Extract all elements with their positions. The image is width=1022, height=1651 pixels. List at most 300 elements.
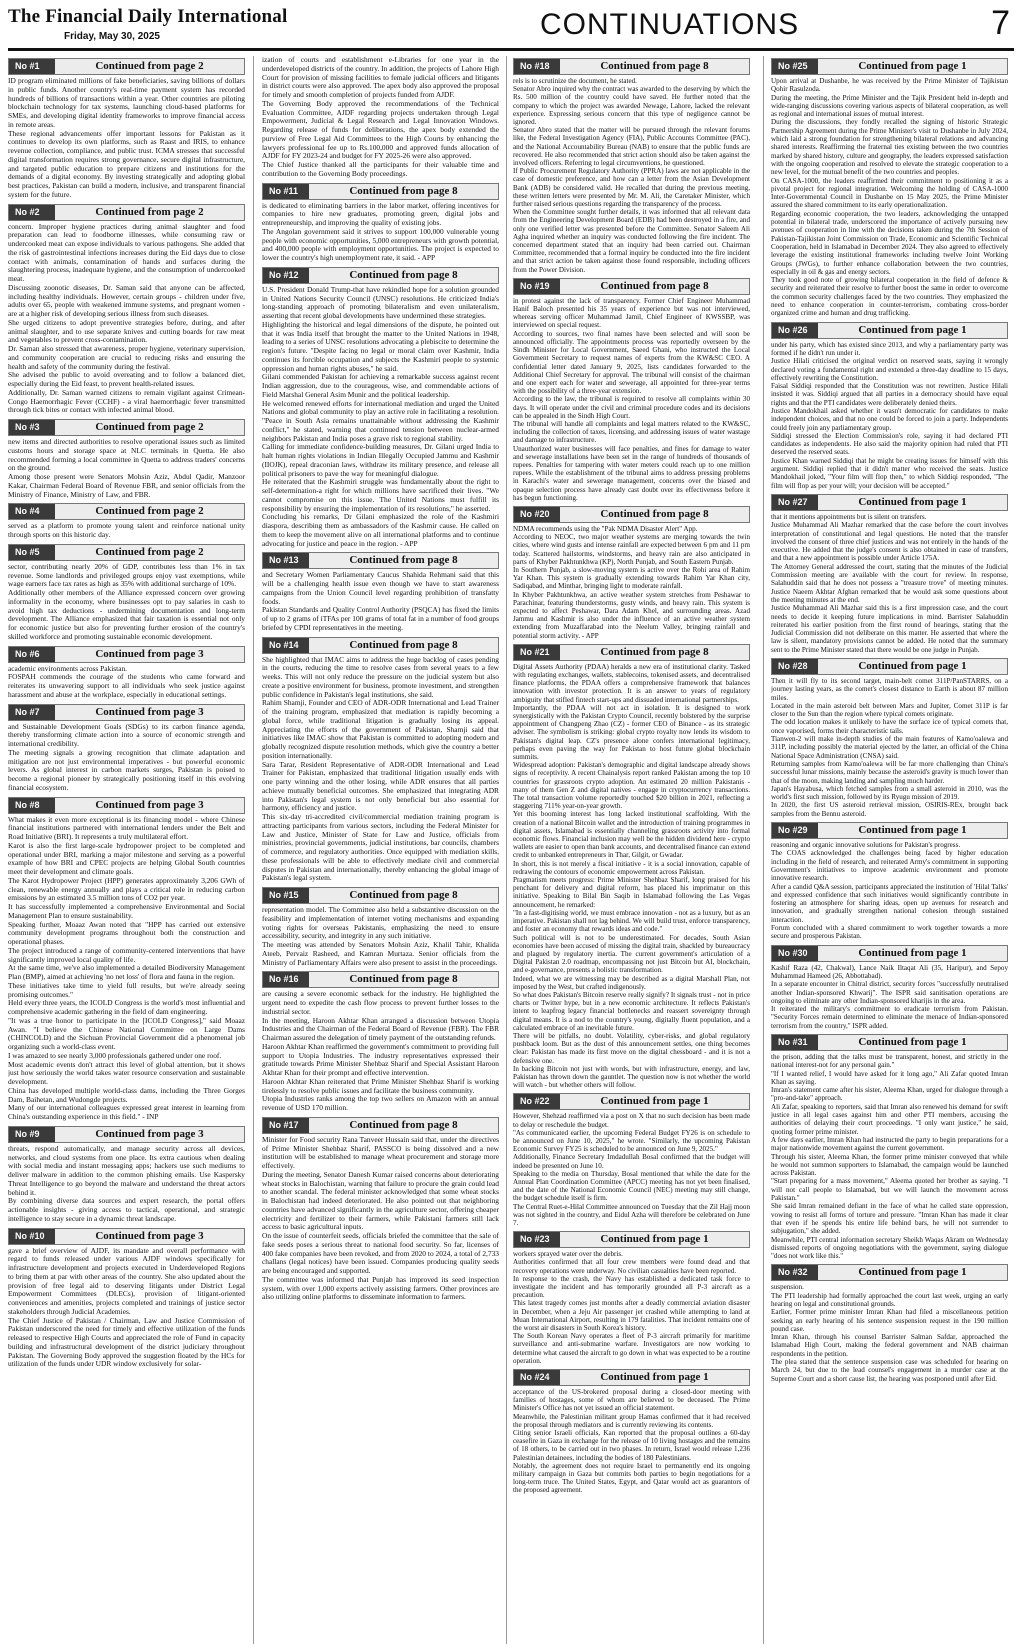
paragraph: A few days earlier, Imran Khan had instructed the party to begin preparations for a major nationwide movement against the current government. [771, 1135, 1008, 1153]
story-body [262, 906, 499, 967]
paragraph: Held every three years, the ICOLD Congress is the world's most influential and comprehensive academic gathering in the field of dam engineering. [8, 998, 245, 1016]
paragraph: Gilani commended Pakistan for achieving a remarkable success against recent Indian aggression, due to the courageous, wise, and commendable actions of Field Marshal General Asim Munir and the political leadership. [262, 372, 499, 399]
story-number: No #1 [9, 59, 55, 74]
continued-label: Continued from page 8 [600, 279, 709, 292]
story-number: No #16 [263, 972, 309, 987]
paragraph: Pragmatism meets progress: Prime Minister Shehbaz Sharif, long praised for his penchant for delivery and digital reform, has placed his imprimatur on this initiative. Speaking to Bilal Bin Saqib in Islamabad following the Las Vegas announcement, he remarked: [513, 876, 750, 909]
story-body [771, 341, 1008, 490]
paragraph: On CASA-1000, the leaders reaffirmed their commitment to positioning it as a pivotal project for regional integration. Welcoming the holding of CASA-1000 Inter-Governmental Council in Dushanbe on 15 May 2025, the Prime Minister assured the shared commitment to its early operationalization. [771, 176, 1008, 210]
story-kicker [262, 971, 499, 988]
story-number: No #27 [772, 495, 818, 510]
story-number: No #8 [9, 798, 55, 813]
paragraph: She said Imran remained defiant in the face of what he called state oppression, vowing to resist all forms of torture and pressure. "Imran Khan has made it clear that even if he spends his entire life behind bars, he will not surrender to subjugation," she added. [771, 1202, 1008, 1236]
paragraph: The PTI leadership had formally approached the court last week, urging an early hearing on legal and constitutional grounds. [771, 1291, 1008, 1308]
story [771, 945, 1008, 1030]
paragraph: U.S. President Donald Trump-that have rekindled hope for a solution grounded in United Nations Security Council (UNSC) resolutions. He criticized India's long-standing approach of promoting bilateralism and even unilateralism, asserting that recent global developments have undermined these strategies. [262, 284, 499, 320]
story-kicker [771, 58, 1008, 75]
story-kicker [262, 552, 499, 569]
paragraph: Justice Mandokhail asked whether it wasn't democratic for candidates to make independent choices, and that no one could be forced to join a party. Independents could freely join any parliamentary group. [771, 406, 1008, 432]
story-body [8, 1247, 245, 1370]
paragraph: Additionally other members of the Alliance expressed concern over growing informality in the economy, where businesses opt to pay salaries in cash to avoid high tax deductions - undermining documentation and long-term development. The Alliance emphasized that fair taxation is essential not only for economic justice but also for preventing further erosion of the country's skilled workforce and promoting sustainable economic development. [8, 588, 245, 641]
story-kicker [771, 494, 1008, 511]
continued-label: Continued from page 1 [858, 824, 967, 837]
paragraph: under his party, which has existed since 2013, and why a parliamentary party was formed if he didn't run under it. [771, 340, 1008, 357]
story-number: No #12 [263, 268, 309, 283]
paragraph: After a candid Q&A session, participants appreciated the institution of 'Hilal Talks' and expressed confidence that such initiatives would significantly contribute in fostering an atmosphere for sharing ideas, open up avenues for research and innovation, and gradually strengthen national cohesion through sustained interaction. [771, 882, 1008, 924]
story [771, 1034, 1008, 1260]
story [771, 658, 1008, 818]
story [8, 704, 245, 793]
paragraph: Widespread adoption: Pakistan's demographic and digital landscape already shows signs of receptivity. A recent Chainalysis report ranked Pakistan among the top 10 countries for grassroots crypto adoption. An estimated 20 million Pakistanis - many of them Gen Z and digital natives - engage in cryptocurrency transactions. The total transaction volume reportedly touched $20 billion in 2021, reflecting a staggering 711% year-on-year growth. [513, 761, 750, 811]
paragraph: Calling for immediate confidence-building measures, Dr. Gilani urged India to halt human rights violations in Indian Illegally Occupied Jammu and Kashmir (IIOJK), repeal draconian laws, withdraw its military presence, and release all political prisoners to pave the way for meaningful dialogue. [262, 442, 499, 478]
story [8, 797, 245, 1122]
paragraph: Ali Zafar, speaking to reporters, said that Imran also renewed his demand for swift justice in all legal cases against him and other PTI members, accusing the authorities of delaying their court proceedings. "I only want justice," he said, quoting former prime minister. [771, 1102, 1008, 1136]
story-kicker [8, 797, 245, 814]
story-kicker [771, 822, 1008, 839]
story [513, 278, 750, 502]
paragraph: The Attorney General addressed the court, stating that the minutes of the Judicial Commission meeting are available with the court for review. In response, Salahuddin said that he does not possess a "treasure trove" of meeting minutes. Justice Naeem Akhtar Afghan remarked that he would ask some questions about the meeting minutes at the end. [771, 562, 1008, 604]
story-body [771, 677, 1008, 818]
paragraph: Tianwen-2 will make in-depth studies of the main features of Kamo'oalewa and 311P, including possibly the material ejected by the latter, an official of the China National Space Administration (CNSA) said. [771, 735, 1008, 760]
paragraph: Digital Assets Authority (PDAA) heralds a new era of institutional clarity. Tasked with regulating exchanges, wallets, stablecoins, tokenised assets, and decentralised finance platforms, the PDAA offers a comprehensive framework that balances innovation with investor protection. It is an answer to years of regulatory ambiguity that stifled fintech start-ups and dissuaded international partnerships. [513, 662, 750, 704]
story-kicker [771, 945, 1008, 962]
column-divider [763, 56, 764, 1644]
paragraph: Kashif Raza (42, Chakwal), Lance Naik Iltaqat Ali (35, Haripur), and Sepoy Muhammad Hameed (26, Abbottabad). [771, 963, 1008, 980]
paragraph: In a separate encounter in Chitral district, security forces "successfully neutralised another Indian-sponsored Khwarij". The ISPR said sanitisation operations are ongoing to eliminate any other Indian-sponsored kharijis in the area. [771, 980, 1008, 1005]
story-body [513, 297, 750, 502]
continued-label: Continued from page 2 [95, 60, 204, 72]
story-body [8, 77, 245, 200]
masthead [8, 4, 1014, 51]
paragraph: She advised the public to avoid overeating and to follow a balanced diet, especially during the Eid feast, to prevent health-related issues. [8, 370, 245, 388]
story-body [8, 1145, 245, 1224]
paragraph: When the Committee sought further details, it was informed that all relevant data from the Engineering Development Board (EDB) had been destroyed in a fire, and only one verified letter was presented before the Committee. Senator Saleem Ali Agha inquired whether an inquiry was conducted following the fire incident. The concerned department stated that an inquiry had been carried out. Chairman Committee, recommended that a formal inquiry be conducted into the fire incident and that strict action be taken against those found responsible, including officers from the Power Division. [513, 208, 750, 274]
continued-label: Continued from page 8 [349, 184, 458, 197]
paragraph: "In a fast-digitising world, we must embrace innovation - not as a luxury, but as an imperative. Pakistan shall not lag behind. We will build trust, enforce transparency, and foster an economy that rewards ideas and code." [513, 908, 750, 934]
story-kicker [262, 1117, 499, 1134]
paragraph: Imran Khan, through his counsel Barrister Salman Safdar, approached the Islamabad High Court, making the federal government and NAB chairman respondents in the petition. [771, 1333, 1008, 1358]
paragraph: Speaking further, Moaaz Awan noted that "HPP has carried out extensive community development programs throughout both the construction and operational phases. [8, 919, 245, 946]
story-number: No #22 [514, 1094, 560, 1109]
story-number: No #10 [9, 1229, 55, 1244]
paragraph: If Public Procurement Regulatory Authority (PPRA) laws are not applicable in the case of domestic preference, and how can a letter from the Asian Development Bank (ADB) be considered valid. He recalled that during the previous meeting, these written letters were presented by Mr. M. Ali, the Caretaker Minister, which further raised serious questions regarding the transparency of the process. [513, 167, 750, 209]
paragraph: Japan's Hayabusa, which fetched samples from a small asteroid in 2010, was the world's first such mission, followed by its Ryugu mission of 2019. [771, 784, 1008, 802]
paragraph: The plea stated that the sentence suspension case was scheduled for hearing on March 24, but due to the lead counsel's engagement in a murder case at the Supreme Court and a short cause list, the hearing was postponed until after Eid. [771, 1358, 1008, 1383]
paragraph: Dr. Saman also stressed that awareness, proper hygiene, veterinary supervision, and community cooperation are crucial to reducing risks and ensuring the health and safety of the community during the festival. [8, 344, 245, 371]
paragraph: However, Shehzad reaffirmed via a post on X that no such decision has been made to delay or reschedule the budget. [513, 1112, 750, 1129]
paragraph: Senator Abro inquired why the contract was awarded to the deserving by which the Rs. 500 million of the country could have saved. He further noted that the company to which the project was awarded Newage, Lahore, lacked the relevant experience. Expressing serious concern that this type of negligence cannot be ignored. [513, 85, 750, 127]
story-number: No #31 [772, 1035, 818, 1050]
story-body [513, 1388, 750, 1495]
story-number: No #4 [9, 504, 55, 519]
story-number: No #21 [514, 645, 560, 660]
page-number: 7 [991, 4, 1010, 42]
story-kicker [8, 419, 245, 436]
paragraph: Importantly, the PDAA will not act in isolation. It is designed to work synergistically with the Pakistan Crypto Council, recently bolstered by the surprise appointment of Changpeng Zhao (CZ) - former CEO of Binance - as its strategic adviser. The symbolism is striking: global crypto royalty now lends its wisdom to Pakistan's digital leap. CZ's presence alone confers international legitimacy, perhaps even paving the way for Pakistan to host future global blockchain summits. [513, 703, 750, 762]
paragraph: Additionally, Finance Secretary Imdadullah Bosal confirmed that the budget will indeed be presented on June 10. [513, 1153, 750, 1170]
paragraph: Yet this booming interest has long lacked institutional scaffolding. With the creation of a national Bitcoin wallet and the introduction of training programmes in digital assets, Islamabad is essentially channeling grassroots activity into formal economic flows. Financial inclusion may well be the hidden dividend here - crypto wallets are easier to open than bank accounts, and decentralised finance can extend credit to unbanked entrepreneurs in Thar, Gilgit, or Gwadar. [513, 810, 750, 860]
paragraph: In the meeting, Haroon Akhtar Khan arranged a discussion between Utopia Industries and the Chairman of the Federal Board of Revenue (FBR). The FBR Chairman assured the delegation of timely payment of the outstanding refunds. [262, 1015, 499, 1042]
paragraph: Returning samples from Kamo'oalewa will be far more challenging than China's successful lunar missions, mainly because the asteroid's gravity is much lower than that of the moon, making landing and sampling much harder. [771, 759, 1008, 785]
story [8, 503, 245, 540]
paragraph: workers sprayed water over the debris. [513, 1250, 623, 1259]
story-body [513, 525, 750, 640]
paragraph: Justice Hilali criticised the original verdict on reserved seats, saying it wrongly declared voting a fundamental right and extended a three-day deadline to 15 days, effectively rewriting the Constitution. [771, 357, 1008, 382]
paragraph: Meanwhile, the Palestinian militant group Hamas confirmed that it had received the proposal through mediators and is currently reviewing its contents. [513, 1412, 750, 1429]
paragraph: During the meeting, Senator Danesh Kumar raised concerns about deteriorating wheat stocks in Balochistan, warning that failure to procure the grain could lead to another scandal. The federal minister acknowledged that some wheat stocks in Balochistan had indeed deteriorated. He also pointed out that neighboring countries have advanced significantly in the agriculture sector, offering cheaper electricity and fertilizer to their farmers, while Pakistani farmers still lack access to basic agricultural inputs. [262, 1169, 499, 1232]
continued-label: Continued from page 1 [858, 323, 967, 336]
story-number: No #17 [263, 1118, 309, 1133]
paragraph: In backing Bitcoin not just with words, but with infrastructure, energy, and law, Pakistan has thrown down the gauntlet. The question now is not whether the world will watch - but whether others will follow. [513, 1064, 750, 1090]
paragraph: in protest against the lack of transparency. Former Chief Engineer Muhammad Hanif Baloch presented his 35 years of experience but was not interviewed, whereas serving officer Muhammad Jamil, Chief Engineer of KWSSBP, was interviewed on special request. [513, 296, 750, 330]
story-number: No #29 [772, 823, 818, 838]
paragraph: Authorities confirmed that all four crew members were found dead and that recovery operations were underway. No civilian casualties have been reported. [513, 1258, 750, 1275]
continued-label: Continued from page 3 [95, 1127, 204, 1140]
story [513, 644, 750, 1090]
continued-label: Continued from page 8 [349, 638, 458, 651]
continued-label: Continued from page 1 [858, 495, 967, 508]
continued-label: Continued from page 1 [600, 1233, 709, 1246]
paragraph: The odd location makes it unlikely to have the surface ice of typical comets that, once vaporised, forms their characteristic tails. [771, 718, 1008, 735]
paragraph: Most academic events don't attract this level of global attention, but it shows just how seriously the world takes water resource conservation and sustainable development. [8, 1059, 245, 1086]
story-body [513, 663, 750, 1090]
paragraph: This latest tragedy comes just months after a deadly commercial aviation disaster in December, when a Jeju Air passenger jet crashed while attempting to land at Muan International Airport, resulting in 179 fatalities. That incident remains one of the worst air disasters in South Korea's history. [513, 1299, 750, 1333]
continued-label: Continued from page 1 [600, 1095, 709, 1108]
story-number: No #7 [9, 705, 55, 720]
paragraph: The Karot Hydropower Project (HPP) generates approximately 3,206 GWh of clean, renewable energy annually and plays a critical role in reducing carbon emissions by an estimated 3.5 million tons of CO2 per year. [8, 875, 245, 903]
paragraph: These regional advancements offer important lessons for Pakistan as it continues to develop its own platforms, such as Raast and IRIS, to enhance revenue collection, compliance, and public trust. ICMA stresses that successful digital transformation requires strong governance, secure digital infrastructure, and targeted public education to prepare citizens and institutions for the demands of a digital economy. By investing strategically and adopting global best practices, Pakistan can build a modern, inclusive, and transparent financial system for the future. [8, 128, 245, 199]
paragraph: and Sustainable Development Goals (SDGs) to its carbon finance agenda, thereby transforming climate action into a source of economic strength and international credibility. [8, 721, 245, 748]
paragraph: ID program eliminated millions of fake beneficiaries, saving billions of dollars in public funds. Another country's real-time payment system has recorded hundreds of billions of transactions within a year. Other countries are piloting blockchain technology for tax systems, launching cloud-based platforms for SMEs, and developing digital identity frameworks to improve financial access in remote areas. [8, 76, 245, 129]
continued-label: Continued from page 1 [858, 1266, 967, 1279]
story-kicker [262, 637, 499, 654]
paragraph: Many of our international colleagues expressed great interest in learning from China's outstanding experience in this field." - INP [8, 1103, 245, 1121]
paragraph: The Angolan government said it strives to support 100,000 vulnerable young people with economic opportunities, 5,000 entrepreneurs with growth potential, and 400,000 people with employment opportunities. The project is expected to lower the country's high unemployment rate, it said. - APP [262, 226, 499, 262]
continued-label: Continued from page 8 [349, 554, 458, 567]
issue-date: Friday, May 30, 2025 [64, 31, 160, 42]
continued-label: Continued from page 1 [858, 1035, 967, 1048]
paragraph: Haroon Akhtar Khan reaffirmed the government's commitment to providing full support to Utopia Industries. The industry representatives expressed their gratitude towards Prime Minister Shehbaz Sharif and Special Assistant Haroon Akhtar Khan for their prompt and effective intervention. [262, 1041, 499, 1077]
story-kicker [771, 658, 1008, 675]
paragraph: Unauthorized water businesses will face penalties, and fines for damage to water and sewerage installations have been set in the range of hundreds of thousands of rupees. Penalties for tampering with water meters could reach up to one million rupees. While the establishment of the tribunal aims to address pressing problems in Karachi's water and sewerage management, concerns over the biased and opaque selection process have already cast doubt over its effectiveness before it has begun functioning. [513, 444, 750, 502]
paragraph: gave a brief overview of AJDF, its mandate and overall performance with regard to funds released under various AJDF windows specifically for infrastructure development and projects executed in Underdeveloped Regions to bring them at par with other areas of the country. She also updated about the provision of free legal aid to deserving litigants under District Legal Empowerment Committees (DLECs), provision of litigant-oriented conveniences and amenities, projects completed and trainings of justice sector stakeholders through Judicial Academies. [8, 1245, 245, 1316]
continued-label: Continued from page 8 [349, 268, 458, 281]
story-body [262, 286, 499, 549]
story-number: No #2 [9, 205, 55, 220]
continued-label: Continued from page 3 [95, 647, 204, 660]
paragraph: Through his sister, Aleema Khan, the former prime minister conveyed that while he would not summon supporters to Islamabad, the campaign would be launched across Pakistan. [771, 1152, 1008, 1178]
story-body [8, 723, 245, 793]
continued-label: Continued from page 2 [95, 421, 204, 433]
paragraph: In short, this is not merely a fiscal initiative - it is a social innovation, capable of redrawing the contours of economic empowerment across Pakistan. [513, 859, 750, 876]
paragraph: In Southern Punjab, a slow-moving system is active over the Rohi area of Rahim Yar Khan. This system is gradually extending towards Rahim Yar Khan city, Sadiqabad, and Minthar, bringing light to moderate rainfall. [513, 565, 750, 591]
continued-label: Continued from page 3 [95, 798, 204, 811]
paragraph: Justice Muhammad Ali Mazhar remarked that the case before the court involves interpretation of constitutional and legal questions. He noted that the transfer involved the consent of three chief justices and was not entirely in the hands of the executive. He added that the judge's consent is also obtained in case of transfers, and that a new appointment is possible under Article 175A. [771, 521, 1008, 563]
story-number: No #25 [772, 59, 818, 74]
story-body [771, 1053, 1008, 1260]
paragraph: Highlighting the historical and legal dimensions of the dispute, he pointed out that it was India itself that brought the matter to the United Nations in 1948, leading to a series of UNSC resolutions advocating a plebiscite to determine the region's future. "Despite facing no legal or moral claim over Kashmir, India continues its forcible occupation and subjects the Kashmiri people to systemic oppression and human rights abuses," he said. [262, 319, 499, 373]
continued-label: Continued from page 8 [600, 60, 709, 72]
continued-label: Continued from page 2 [95, 545, 204, 558]
story-body [8, 816, 245, 1122]
paragraph: There will be pitfalls, no doubt. Volatility, cyber-risks, and global regulatory pushback loom. But as the dust of this announcement settles, one thing becomes clear: Pakistan has made its first move on the digital chessboard - and it is not a defensive one. [513, 1031, 750, 1065]
story-kicker [513, 1231, 750, 1248]
paragraph: He reiterated that the Kashmiri struggle was fundamentally about the right to self-determination-a right for which millions have sacrificed their lives. "We cannot compromise on this issue. The United Nations must fulfill its responsibility by ensuring the implementation of its resolutions," he asserted. [262, 477, 499, 513]
story-body [771, 77, 1008, 318]
story-number: No #6 [9, 647, 55, 662]
story-number: No #26 [772, 323, 818, 338]
story [513, 1231, 750, 1365]
column-divider [253, 56, 254, 1644]
story-number: No #30 [772, 946, 818, 961]
story-body [8, 223, 245, 416]
paragraph: and Secretary Women Parliamentary Caucus Shahida Rehmani said that this will be a challenging health issue even though we have to start awareness campaigns from the Union Council level regarding prohibition of transfatty foods. [262, 570, 499, 606]
story [8, 58, 245, 200]
story-number: No #13 [263, 553, 309, 568]
story-kicker [771, 1034, 1008, 1051]
story [513, 58, 750, 274]
paragraph: representation model. The Committee also held a substantive discussion on the feasibility and implementation of internet voting mechanisms and expanding voting rights for overseas Pakistanis, emphasizing the need to ensure accessibility, security, and integrity in any such initiative. [262, 905, 499, 941]
story-body [771, 1283, 1008, 1383]
continued-label: Continued from page 8 [349, 973, 458, 986]
paragraph: He welcomed renewed efforts for international mediation and urged the United Nations and global community to play an active role in facilitating a resolution. "Peace in South Asia remains unattainable without addressing the Kashmir conflict," he stated, warning that continued tension between nuclear-armed neighbors Pakistan and India poses a grave risk to regional stability. [262, 398, 499, 443]
paragraph: ization of courts and establishment e-Libraries for one year in the underdeveloped districts of the country. In addition, the projects of Lahore High Court for provision of missing facilities to female judicial officers and litigants in district courts were also approved. The apex body also approved the proposal for timely and smooth completion of projects funded from AJDF. [262, 56, 499, 99]
paragraph: Senator Abro stated that the matter will be pursued through the relevant forums like, the Federal Investigation Agency (FIA), Public Accounts Committee (PAC), and the National Accountability Bureau (NAB) to ensure that the public funds are recovered. He also recommended that strict action should also be taken against the involved officers. Referring to legal circumventions, he questioned. [513, 126, 750, 168]
paragraph: Citing senior Israeli officials, Kan reported that the proposal outlines a 60-day ceasefire in Gaza in exchange for the release of 10 living hostages and the remains of 18 others, to be carried out in two phases. In return, Israel would release 1,236 Palestinian detainees, including the bodies of 180 Palestinians. [513, 1429, 750, 1462]
paragraph: The Chief Justice of Pakistan / Chairman, Law and Justice Commission of Pakistan underscored the need for timely and effective utilization of the funds released to respective High Courts and appreciated the role of Fund in capacity building and infrastructural development of the district judiciary throughout Pakistan. The Governing Body approved the suggestion floated by the HCs for utilization of the funds under UDR window exclusively for solar- [8, 1315, 245, 1369]
story-kicker [8, 544, 245, 561]
continued-label: Continued from page 8 [600, 645, 709, 658]
story [262, 887, 499, 967]
paragraph: By combining diverse data sources and expert research, the portal offers actionable insights - giving access to tactical, operational, and strategic intelligence to stay secure in a dynamic threat landscape. [8, 1196, 245, 1223]
paragraph: It has successfully implemented a comprehensive Environmental and Social Management Plan to ensure sustainability. [8, 902, 245, 920]
paragraph: Pakistan Standards and Quality Control Authority (PSQCA) has fixed the limits of up to 2 grams of iTFAs per 100 grams of total fat in a number of food groups briefed by CPDI representatives in the meeting. [262, 605, 499, 632]
story-number: No #14 [263, 638, 309, 653]
paragraph: Meanwhile, PTI central information secretary Sheikh Waqas Akram on Wednesday dismissed reports of ongoing negotiations with the government, saying dialogue "does not work like this." [771, 1235, 1008, 1261]
paragraph: The South Korean Navy operates a fleet of P-3 aircraft primarily for maritime surveillance and anti-submarine warfare. Investigators are now working to determine what caused the aircraft to go down in what was expected to be a routine operation. [513, 1332, 750, 1365]
story-body [771, 964, 1008, 1030]
paragraph: Minister for Food security Rana Tanveer Hussain said that, under the directives of Prime Minister Shehbaz Sharif, PASSCO is being dissolved and a new institution will be established to manage wheat procurement and storage more effectively. [262, 1134, 499, 1170]
story-number: No #23 [514, 1232, 560, 1247]
story [262, 552, 499, 632]
section-title: CONTINUATIONS [540, 8, 800, 41]
story [8, 1228, 245, 1370]
paragraph: China has developed multiple world-class dams, including the Three Gorges Dam, Baihetan, and Wudongde projects. [8, 1085, 245, 1104]
paragraph: The COAS acknowledged the challenges being faced by higher education including in the field of research, and reiterated Army's commitment in supporting Government's initiatives to improve academic environment and promote innovative research. [771, 849, 1008, 883]
story-kicker [262, 267, 499, 284]
continued-label: Continued from page 1 [858, 60, 967, 72]
story-number: No #32 [772, 1265, 818, 1280]
paragraph: academic environments across Pakistan. [8, 663, 128, 673]
paragraph: Notably, the agreement does not require Israel to permanently end its ongoing military campaign in Gaza but commits both parties to begin negotiations for a long-term truce. The United States, Egypt, and Qatar would act as guarantors of the proposed agreement. [513, 1461, 750, 1495]
story-body [262, 56, 499, 179]
paragraph: Additionally, Dr. Saman warned citizens to remain vigilant against Crimean-Congo Haemorrhagic Fever (CCHF) - a viral haemorrhagic fever transmitted through tick bites or contact with infected animal blood. [8, 387, 245, 415]
paragraph: The meeting was attended by Senators Mohsin Aziz, Khalil Tahir, Khalida Ateeb, Pervaiz Rasheed, and Kamran Murtaza. Senior officials from the Ministry of Parliamentary Affairs were also present to assist in the proceedings. [262, 940, 499, 967]
column-3 [513, 56, 750, 1646]
paragraph: The Central Ruet-e-Hilal Committee announced on Tuesday that the Zil Hajj moon was not sighted in the country, and Eidul Azha will therefore be celebrated on June 7. [513, 1202, 750, 1227]
paragraph: Speaking to the media on Thursday, Bosal mentioned that while the date for the Annual Plan Coordination Committee (APCC) meeting has not yet been finalised, and the date of the National Economic Council (NEC) meeting may still change, the budget schedule itself is firm. [513, 1169, 750, 1203]
story-number: No #11 [263, 184, 309, 199]
paragraph: Such political will is not to be underestimated. For decades, South Asian economies have been accused of missing the digital train, shackled by bureaucracy and plagued by regulatory inertia. The current government's articulation of a Digital Pakistan 2.0 roadmap, encompassing not just Bitcoin but AI, blockchain, and e-governance, presents a holistic transformation. [513, 933, 750, 975]
story-body [513, 1112, 750, 1227]
paragraph: Regarding economic cooperation, the two leaders, acknowledging the untapped potential in bilateral trade, underscored the importance of actively pursuing new avenues of cooperation in line with the decisions taken during the 7th Session of Pakistan-Tajikistan Joint Commission on Trade, Economic and Scientific Technical Cooperation, held in Islamabad in December 2024. They also agreed to effectively leverage the existing institutional frameworks including twelve Joint Working Groups (JWGs), to further enhance collaboration between the two countries, especially in oil & gas and energy sectors. [771, 209, 1008, 276]
story-body [771, 841, 1008, 941]
paragraph: Upon arrival at Dushanbe, he was received by the Prime Minister of Tajikistan Qohir Rasulzoda. [771, 77, 1008, 94]
paragraph: rels is to scrutinize the document, he stated. [513, 77, 637, 85]
paragraph: new items and directed authorities to resolve operational issues such as limited customs hours and storage space at NLC terminals in Quetta. He also recommended forming a local committee in Quetta to address traders' concerns on the ground. [8, 437, 245, 473]
story-body [262, 990, 499, 1113]
column-divider [506, 56, 507, 1644]
paragraph: Among those present were Senators Mohsin Aziz, Abdul Qadir, Manzoor Kakar, Chairman Federal Board of Revenue FBR, and senior officials from the Ministry of Finance, Ministry of Law, and FBR. [8, 472, 245, 499]
story [771, 494, 1008, 654]
paragraph: Siddiqi stressed the Election Commission's role, saying it had declared PTI candidates as independents. He also said the majority opinion had ruled that PTI deserved the reserved seats. [771, 431, 1008, 457]
story-number: No #18 [514, 59, 560, 74]
story-number: No #15 [263, 888, 309, 903]
paragraph: Karot is also the first large-scale hydropower project to be completed and operational under BRI, marking a major milestone and serving as a powerful example of how BRI and CPEC projects are helping Global South countries meet their development and climate goals. [8, 840, 245, 876]
story-kicker [513, 1369, 750, 1386]
story-number: No #28 [772, 659, 818, 674]
paragraph: Discussing zoonotic diseases, Dr. Saman said that anyone can be affected, including healthy individuals. However, certain groups - children under five, adults over 65, people with weakened immune systems, and pregnant women - are at a higher risk of developing serious illness from such diseases. [8, 282, 245, 318]
paragraph: the prison, adding that the talks must be transparent, honest, and strictly in the national interest-not for any personal gain." [771, 1052, 1008, 1070]
paragraph: It reiterated the military's commitment to eradicate terrorism from Pakistan. "Security Forces remain determined to eliminate the menace of Indian-sponsored terrorism from the country," ISPR added. [771, 1005, 1008, 1030]
paragraph: FOSPAH commends the courage of the students who came forward and reiterates its unwavering support to all individuals who seek justice against harassment and abuse at the workplace, especially in educational settings. [8, 672, 245, 699]
story-kicker [513, 58, 750, 75]
story-number: No #5 [9, 545, 55, 560]
continued-label: Continued from page 2 [95, 505, 204, 518]
paragraph: The Governing Body approved the recommendations of the Technical Evaluation Committee, AJDF regarding projects undertaken through Legal Empowerment, Judicial & Legal Research and Legal Innovation Windows. Regarding release of funds for deliberations, the apex body extended the purview of Free Legal Aid Committees to the High Courts by enhancing the lawyers professional fee up to Rs.100,000 and approved funds allocation of AJDF for FY 2023-24 and budget for FY 2025-26 were also approved. [262, 98, 499, 161]
paragraph: suspension. [771, 1283, 804, 1292]
paragraph: Sara Tarar, Resident Representative of ADR-ODR International and Lead Trainer for Pakistan, emphasized that traditional litigation usually ends with one party winning and the other losing, while ADR ensures that all parties achieve mutually beneficial outcomes. She emphasized that integrating ADR into Pakistan's legal system is not only beneficial but also essential for harmony, efficiency and justice. [262, 759, 499, 813]
paragraph: The meeting signals a growing recognition that climate adaptation and mitigation are not just environmental imperatives - but powerful economic levers. As global interest in carbon markets surges, Pakistan is poised to become a regional pioneer by strategically positioning itself in this evolving financial ecosystem. [8, 747, 245, 792]
story [513, 1093, 750, 1227]
story-number: No #19 [514, 279, 560, 294]
paragraph: "If I wanted relief, I would have asked for it long ago," Ali Zafar quoted Imran Khan as saying. [771, 1069, 1008, 1086]
paragraph: "As communicated earlier, the upcoming Federal Budget FY26 is on schedule to be announced on June 10, 2025," he wrote. "Similarly, the upcoming Pakistan Economic Survey FY25 is scheduled to be announced on June 9, 2025." [513, 1128, 750, 1154]
story-kicker [8, 503, 245, 520]
paragraph: The project introduced a range of community-centered interventions that have significantly improved local quality of life. [8, 945, 245, 964]
story-kicker [513, 1093, 750, 1110]
story-body [8, 665, 245, 700]
story-kicker [8, 646, 245, 663]
continued-label: Continued from page 2 [95, 205, 204, 218]
paragraph: In response to the crash, the Navy has established a dedicated task force to investigate the incident and has temporarily grounded all P-3 aircraft as a precaution. [513, 1274, 750, 1300]
paragraph: is dedicated to eliminating barriers in the labor market, offering incentives for companies to hire new graduates, promoting green, digital jobs and entrepreneurship, and improving the quality of existing jobs. [262, 200, 499, 227]
story-kicker [8, 1126, 245, 1143]
paragraph: Indeed, what we are witnessing may be described as a digital Marshall Plan, not imposed by the West, but crafted indigenously. [513, 974, 750, 991]
story [771, 58, 1008, 318]
paragraph: This six-day tri-accredited civil/commercial mediation training program is attracting participants from various sectors, including the Federal Minister for Law and Justice, Minister of State for Law and Justice, officials from ministries, provincial governments, judicial institutions, bar councils, chambers of commerce, and regulatory authorities. Once equipped with mediation skills, these professionals will be able to effectively mediate civil and commercial disputes in Pakistan and internationally, thereby enhancing the global image of Pakistan's legal system. [262, 812, 499, 883]
story [513, 506, 750, 640]
story-body [513, 1250, 750, 1365]
story-number: No #20 [514, 507, 560, 522]
paragraph: "Start preparing for a mass movement," Aleema quoted her brother as saying. "I will not call people to Islamabad, but we will launch the movement across Pakistan." [771, 1177, 1008, 1203]
paragraph: "It was a true honor to participate in the [ICOLD Congress]," said Moaaz Awan. "I believe the Chinese National Committee on Large Dams (CHINCOLD) and the Sichuan Provincial Government did a phenomenal job organizing such a world-class event. [8, 1015, 245, 1051]
story-kicker [262, 887, 499, 904]
story-body [262, 656, 499, 884]
paragraph: In 2020, the first US asteroid retrieval mission, OSIRIS-REx, brought back samples from the Bennu asteroid. [771, 801, 1008, 818]
story [262, 267, 499, 549]
paragraph: In Khyber Pakhtunkhwa, an active weather system stretches from Peshawar to Parachinar, featuring thunderstorms, gusty winds, and heavy rain. This system is expected to affect Peshawar, Dara Adam Khel, and surrounding areas. Azad Jammu and Kashmir is also under the influence of an active weather system extending from Muzaffarabad into the Neelum Valley, bringing rainfall and potential storm activity. - APP [513, 590, 750, 640]
column-4 [771, 56, 1008, 1646]
story-kicker [8, 58, 245, 75]
column-2 [262, 56, 499, 1646]
paragraph: The tribunal will handle all complaints and legal matters related to the KW&SC, including the collection of taxes, licensing, and addressing issues of water wastage and damage to infrastructure. [513, 419, 750, 445]
paragraph: According to the law, the tribunal is required to resolve all complaints within 30 days. It will operate under the civil and criminal procedure codes and its decisions can be appealed in the Sindh High Court. [513, 395, 750, 420]
continued-label: Continued from page 3 [95, 705, 204, 718]
story-body [262, 202, 499, 263]
column-1 [8, 56, 245, 1646]
paragraph: The Chief Justice thanked all the participants for their valuable time and contribution to the Governing Body proceedings. [262, 160, 499, 178]
paragraph: Located in the main asteroid belt between Mars and Jupiter, Comet 311P is far closer to the Sun than the region where typical comets originate. [771, 701, 1008, 719]
story [262, 1117, 499, 1302]
paragraph: What makes it even more exceptional is its financing model - where Chinese financial institutions partnered with international lenders under the Belt and Road Initiative (BRI). It represents a truly multilateral effort. [8, 814, 245, 841]
paragraph: These initiatives take time to yield full results, but we're already seeing promising outcomes." [8, 980, 245, 999]
continued-label: Continued from page 1 [600, 1371, 709, 1384]
story-body [262, 571, 499, 632]
story-body [771, 513, 1008, 654]
story [262, 56, 499, 179]
story-number: No #3 [9, 420, 55, 435]
story-kicker [8, 704, 245, 721]
story [262, 971, 499, 1113]
continued-label: Continued from page 8 [349, 1118, 458, 1131]
paragraph: Haroon Akhtar Khan reiterated that Prime Minister Shehbaz Sharif is working tirelessly to resolve public issues and facilitate the business community. [262, 1076, 499, 1095]
paragraph: According to NEOC, two major weather systems are merging towards the twin cities, where wind gusts and intense rainfall are expected between 6 pm and 11 pm today. Scattered hailstorms, windstorms, and heavy rain are also anticipated in parts of Khyber Pakhtunkhwa (KP), North Punjab, and South Eastern Punjab. [513, 533, 750, 566]
paragraph: concern. Improper hygiene practices during animal slaughter and food preparation can lead to foodborne illnesses, while consuming raw or undercooked meat can expose individuals to various pathogens. She added that the risk of gastrointestinal infections increases during the Eid days due to close contact with animals, contamination of hands and surfaces during the slaughtering process, inadequate hygiene, and the consumption of undercooked meat. [8, 221, 245, 283]
story-kicker [513, 644, 750, 661]
story [8, 544, 245, 642]
paragraph: sector, contributing nearly 20% of GDP, contributes less than 1% in tax revenue. Some landlords and privileged groups enjoy vast exemptions, while wage earners face tax rates as high as 35% with additional surcharge of 10%. [8, 561, 245, 589]
paragraph: Imran's statement came after his sister, Aleema Khan, urged for dialogue through a "pro-and-take" approach. [771, 1086, 1008, 1103]
paragraph: threats, respond automatically, and manage security across all devices, networks, and cloud systems from one place. Its extra cautious when dealing with social media and instant messaging apps; hackers use such mediums to deliver malware in addition to the common phishing emails. Use Kaspersky Threat Intelligence to go beyond the malware and understand the threat actors behind it. [8, 1143, 245, 1197]
continued-label: Continued from page 8 [349, 889, 458, 901]
story [8, 204, 245, 416]
paragraph: NDMA recommends using the "Pak NDMA Disaster Alert" App. [513, 524, 698, 533]
paragraph: Rahim Shamji, Founder and CEO of ADR-ODR International and Lead Trainer of the training program, emphasized that mediation is rapidly becoming a global force, while traditional litigation is gradually losing its appeal. Appreciating the efforts of the government of Pakistan, Shamji said that initiatives like IMAC show that Pakistan is committed to adopting modern and globally recognized dispute resolution methods, which give the country a better position internationally. [262, 698, 499, 760]
paragraph: She highlighted that IMAC aims to address the huge backlog of cases pending in the courts, reducing the time to resolve cases from several years to a few weeks. This will not only reduce the pressure on the judicial system but also create a positive environment for business, promote investment, and strengthen public confidence in Pakistan's legal institutions, she said. [262, 654, 499, 699]
story-kicker [8, 1228, 245, 1245]
story-kicker [262, 183, 499, 200]
paragraph: The committee was informed that Punjab has improved its seed inspection system, with over 1,000 experts actively assisting farmers. Other provinces are also utilizing online platforms to disseminate information to farmers. [262, 1274, 499, 1302]
story-number: No #9 [9, 1127, 55, 1142]
paragraph: They took good note of growing bilateral cooperation in the field of defence & security and reiterated their resolve to further boost the same in order to overcome the common security challenges faced by the two countries. They emphasized the need to enhance cooperation in counter-terrorism, combating cross-border organized crime and human and drug trafficking. [771, 276, 1008, 318]
paragraph: During the meeting, the Prime Minister and the Tajik President held in-depth and wide-ranging discussions covering various aspects of bilateral cooperation, as well as regional and international issues of mutual interest. [771, 93, 1008, 119]
continued-label: Continued from page 1 [858, 660, 967, 672]
paragraph: Then it will fly to its second target, main-belt comet 311P/PanSTARRS, on a journey lasting years, as the comet's closest distance to Earth is about 87 million miles. [771, 677, 1008, 702]
story-kicker [771, 322, 1008, 339]
story-body [513, 77, 750, 274]
paragraph: that it mentions appointments but is silent on transfers. [771, 512, 927, 521]
story [513, 1369, 750, 1495]
story-body [262, 1136, 499, 1302]
story-kicker [8, 204, 245, 221]
paragraph: During the discussions, they fondly recalled the signing of historic Strategic Partnership Agreement during the Prime Minister's visit to Dushanbe in July 2024, which laid a strong foundation for strengthening bilateral relations and advancing shared interests. Reaffirming the fraternal ties existing between the two countries marked by shared history, culture and geography, the leaders expressed satisfaction with the ongoing cooperation and resolved to elevate the strategic cooperation to a new level, for the mutual benefit of the two countries and peoples. [771, 118, 1008, 177]
story-body [8, 563, 245, 642]
paragraph: Faisal Siddiqi responded that the Constitution was not rewritten. Justice Hilali insisted it was. Siddiqi argued that all parties in a democracy should have equal rights and that the PTI candidates were deliberately denied theirs. [771, 382, 1008, 407]
paragraph: are causing a severe economic setback for the industry. He highlighted the urgent need to expedite the cash flow process to prevent further losses to the industrial sector. [262, 989, 499, 1016]
paragraph: According to sources, two final names have been selected and will soon be announced officially. The appointments process was reportedly overseen by the Sindh Minister for Local Government, Saeed Ghani, who instructed the Local Government Secretary to request names of experts from the KW&SC CEO. A confidential letter dated January 9, 2025, lists candidates forwarded to the Additional Chief Secretary for approval. The tribunal will consist of the chairman and one expert each for water and sewerage, all appointed for three-year terms with the possibility of a three-year extension. [513, 329, 750, 396]
paragraph: So what does Pakistan's Bitcoin reserve really signify? It signals trust - not in price charts or Twitter hype, but in a new economic architecture. It reflects Pakistan's intent to leapfrog legacy financial bottlenecks and reassert sovereignty through digital means. It is a nod to the country's young, digitally fluent population, and a calculated embrace of an inevitable future. [513, 990, 750, 1032]
story-body [8, 438, 245, 499]
paragraph: Utopia Industries ranks among the top two sellers on Amazon with an annual revenue of USD 170 million. [262, 1094, 499, 1112]
story-kicker [513, 506, 750, 523]
story [8, 646, 245, 700]
newspaper-brand: The Financial Daily International [8, 6, 288, 27]
paragraph: Justice Muhammad Ali Mazhar said this is a first impression case, and the court needs to decide it keeping future implications in mind. Barrister Salahuddin reiterated his earlier position from the first round of hearings, stating that the Judicial Commission did not deliberate on this matter. He asserted that where the law is silent, mandatory provisions cannot be added. He noted that the summary sent to the Prime Minister stated that there would be one judge in Punjab. [771, 604, 1008, 654]
paragraph: Earlier, Former prime minister Imran Khan had filed a miscellaneous petition seeking an early hearing of his sentence suspension request in the 190 million pound case. [771, 1308, 1008, 1333]
story [771, 822, 1008, 941]
paragraph: Concluding his remarks, Dr Gilani emphasized the role of the Kashmiri diaspora, describing them as ambassadors of the Kashmir cause. He called on them to keep the movement alive on all international platforms and to continue advocating for justice and peace in the region. - APP [262, 512, 499, 548]
